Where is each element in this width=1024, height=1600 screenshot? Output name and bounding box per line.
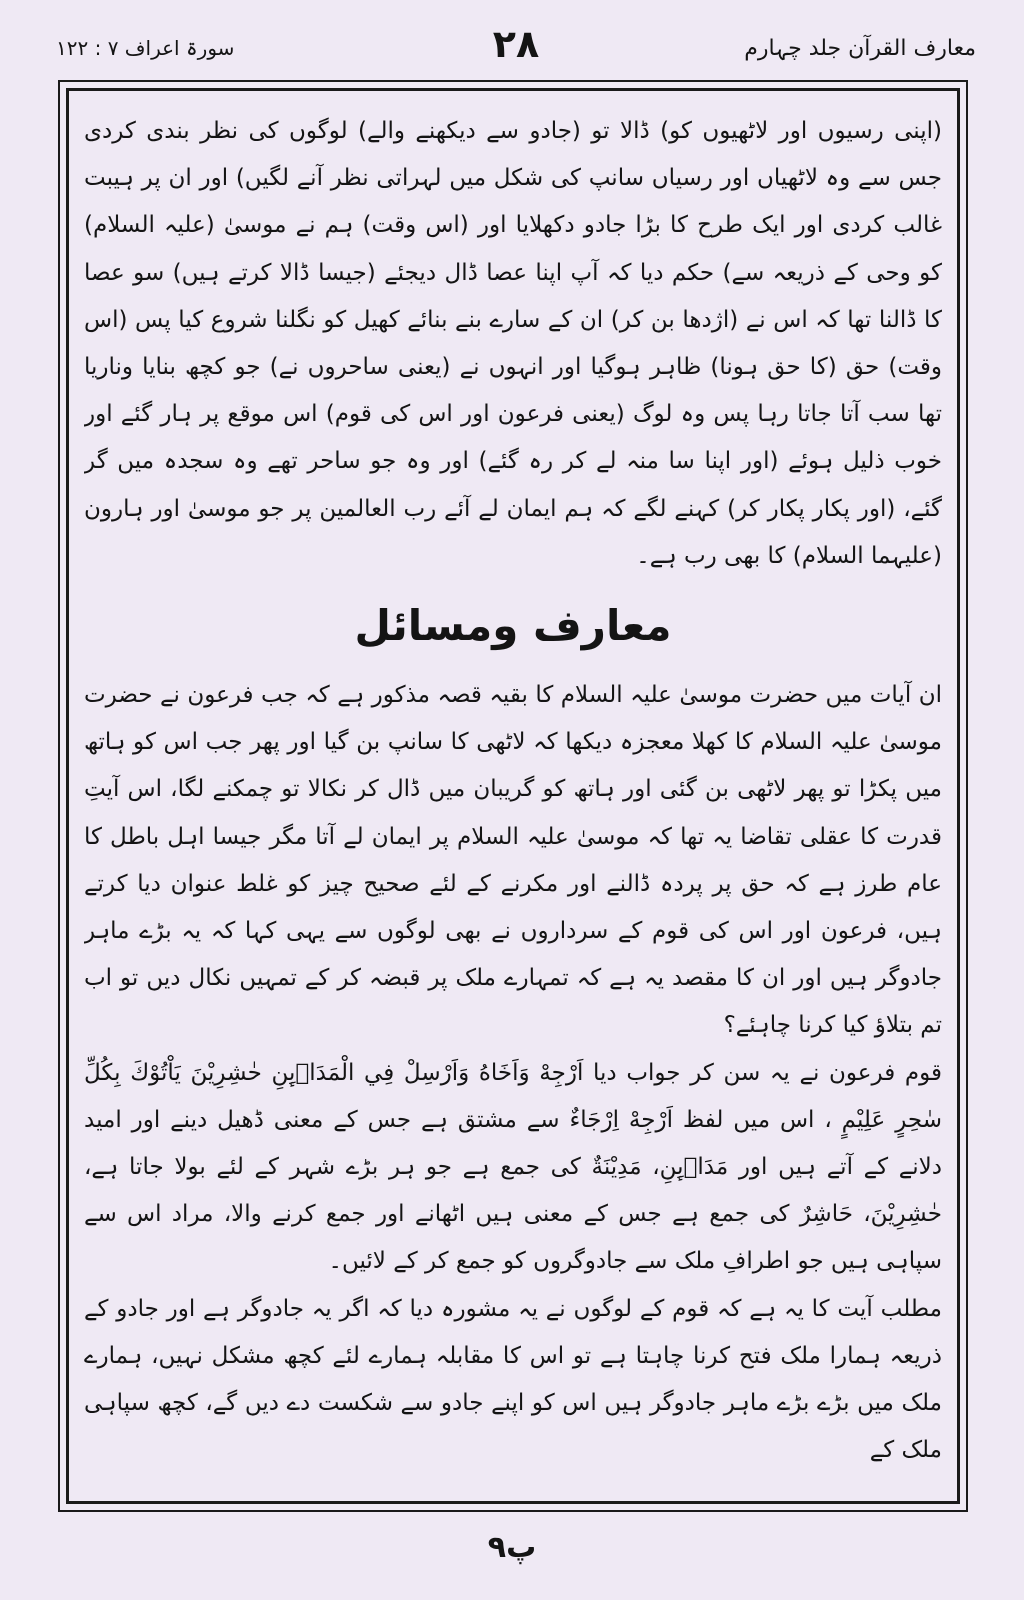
section-heading: معارف ومسائل bbox=[354, 601, 672, 651]
page-header bbox=[56, 22, 976, 72]
page-number: ۲۸ bbox=[492, 22, 540, 66]
body-paragraph-2: قوم فرعون نے یہ سن کر جواب دیا اَرْجِهْ وَاَخَاهُ وَاَرْسِلْ فِي الْمَدَاۗىِٕنِ حٰشِرِيْنَ يَاْتُوْكَ بِكُلِّ سٰحِرٍ عَلِيْمٍ ، اس میں لفظ اَرْجِهْ اِرْجَاءٌ سے مشتق ہے جس کے معنی ڈھیل دینے اور امید دلانے کے آتے ہیں اور مَدَاۗىِٕنِ، مَدِيْنَةٌ کی جمع ہے جو ہر بڑے شہر کے لئے بولا جاتا ہے، حٰشِرِيْنَ، حَاشِرٌ کی جمع ہے جس کے معنی ہیں اٹھانے اور جمع کرنے والا، مراد اس سے سپاہی ہیں جو اطرافِ ملک سے جادوگروں کو جمع کر کے لائیں۔ bbox=[84, 1059, 942, 1275]
body-paragraph-1: ان آیات میں حضرت موسیٰ علیہ السلام کا بقیہ قصہ مذکور ہے کہ جب فرعون نے حضرت موسیٰ علیہ السلام کا کھلا معجزہ دیکھا کہ لاٹھی کا سانپ بن گیا اور پھر جب اس کو ہاتھ میں پکڑا تو پھر لاٹھی بن گئی اور ہاتھ کو گریبان میں ڈال کر نکالا تو چمکنے لگا، اس آیتِ قدرت کا عقلی تقاضا یہ تھا کہ موسیٰ علیہ السلام پر ایمان لے آتا مگر جیسا اہل باطل کا عام طرز ہے کہ حق پر پردہ ڈالنے اور مکرنے کے لئے صحیح چیز کو غلط عنوان دیا کرتے ہیں، فرعون اور اس کی قوم کے سرداروں نے بھی لوگوں سے یہی کہا کہ یہ بڑے ماہر جادوگر ہیں اور ان کا مقصد یہ ہے کہ تمہارے ملک پر قبضہ کر کے تمہیں نکال دیں تو اب تم بتلاؤ کیا کرنا چاہئے؟ bbox=[84, 682, 942, 1039]
book-title: معارف القرآن جلد چہارم bbox=[744, 36, 976, 61]
body-paragraph-3: مطلب آیت کا یہ ہے کہ قوم کے لوگوں نے یہ مشورہ دیا کہ اگر یہ جادوگر ہے اور جادو کے ذریعہ ہمارا ملک فتح کرنا چاہتا ہے تو اس کا مقابلہ ہمارے لئے کچھ مشکل نہیں، ہمارے ملک میں بڑے بڑے ماہر جادوگر ہیں اس کو اپنے جادو سے شکست دے دیں گے، کچھ سپاہی ملک کے bbox=[84, 1295, 942, 1464]
page-content bbox=[84, 108, 942, 1500]
footer-signature-mark: ۹پ bbox=[487, 1530, 537, 1565]
translation-paragraph: (اپنی رسیوں اور لاٹھیوں کو) ڈالا تو (جادو سے دیکھنے والے) لوگوں کی نظر بندی کردی جس سے وہ لاٹھیاں اور رسیاں سانپ کی شکل میں لہراتی نظر آنے لگیں) اور ان پر ہیبت غالب کردی اور ایک طرح کا بڑا جادو دکھلایا اور (اس وقت) ہم نے موسیٰ (علیہ السلام) کو وحی کے ذریعہ سے) حکم دیا کہ آپ اپنا عصا ڈال دیجئے (جیسا ڈالا کرتے ہیں) سو عصا کا ڈالنا تھا کہ اس نے (اژدھا بن کر) ان کے سارے بنے بنائے کھیل کو نگلنا شروع کیا پس (اس وقت) حق (کا حق ہونا) ظاہر ہوگیا اور انہوں نے (یعنی ساحروں نے) جو کچھ بنایا وناریا تھا سب آتا جاتا رہا پس وہ لوگ (یعنی فرعون اور اس کی قوم) اس موقع پر ہار گئے اور خوب ذلیل ہوئے (اور اپنا سا منہ لے کر رہ گئے) اور وہ جو ساحر تھے وہ سجدہ میں گر گئے، (اور پکار پکار کر) کہنے لگے کہ ہم ایمان لے آئے رب العالمین پر جو موسیٰ اور ہارون (علیہما السلام) کا بھی رب ہے۔ bbox=[84, 118, 942, 569]
surah-reference: سورۃ اعراف ۷ : ۱۲۲ bbox=[56, 36, 235, 60]
